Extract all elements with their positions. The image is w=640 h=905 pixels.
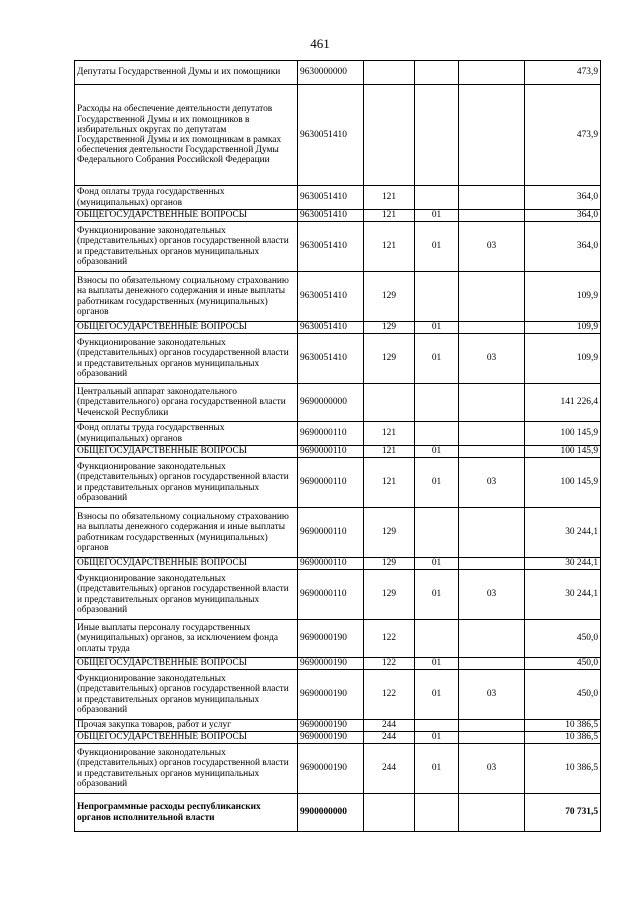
row-subsection-cell bbox=[459, 558, 525, 570]
row-code-cell: 9690000190 bbox=[298, 744, 364, 794]
row-expense-type-cell bbox=[364, 384, 415, 422]
table-row bbox=[75, 186, 601, 210]
row-amount-cell: 109,9 bbox=[525, 272, 601, 322]
row-subsection-cell bbox=[459, 658, 525, 670]
row-expense-type-cell: 129 bbox=[364, 322, 415, 334]
row-code-cell: 9690000190 bbox=[298, 658, 364, 670]
row-amount-cell: 100 145,9 bbox=[525, 458, 601, 508]
row-code-cell: 9690000000 bbox=[298, 384, 364, 422]
row-name-cell: Функционирование законодательных (представительных) органов государственной власти и представительных органов муниципальных образований bbox=[75, 670, 298, 720]
row-name-cell: Иные выплаты персоналу государственных (муниципальных) органов, за исключением фонда оплаты труда bbox=[75, 620, 298, 658]
row-subsection-cell: 03 bbox=[459, 222, 525, 272]
row-amount-cell: 364,0 bbox=[525, 210, 601, 222]
page-number: 461 bbox=[310, 36, 330, 51]
table-row bbox=[75, 670, 601, 720]
row-amount-cell: 109,9 bbox=[525, 322, 601, 334]
row-name-cell: ОБЩЕГОСУДАРСТВЕННЫЕ ВОПРОСЫ bbox=[75, 732, 298, 744]
row-section-cell bbox=[415, 620, 459, 658]
row-name-cell: Функционирование законодательных (представительных) органов государственной власти и представительных органов муниципальных образований bbox=[75, 458, 298, 508]
row-section-cell bbox=[415, 384, 459, 422]
row-section-cell bbox=[415, 272, 459, 322]
row-section-cell: 01 bbox=[415, 446, 459, 458]
table-row bbox=[75, 446, 601, 458]
row-code-cell: 9690000110 bbox=[298, 458, 364, 508]
row-amount-cell: 473,9 bbox=[525, 61, 601, 85]
row-amount-cell: 10 386,5 bbox=[525, 744, 601, 794]
row-code-cell: 9630051410 bbox=[298, 186, 364, 210]
row-section-cell bbox=[415, 61, 459, 85]
table-row bbox=[75, 720, 601, 732]
row-section-cell bbox=[415, 85, 459, 186]
row-expense-type-cell: 244 bbox=[364, 732, 415, 744]
table-row bbox=[75, 322, 601, 334]
row-code-cell: 9630051410 bbox=[298, 334, 364, 384]
row-name-cell: Взносы по обязательному социальному страхованию на выплаты денежного содержания и иные выплаты работникам государственных (муниципальных) органов bbox=[75, 508, 298, 558]
table-row bbox=[75, 732, 601, 744]
table-row bbox=[75, 794, 601, 832]
row-amount-cell: 450,0 bbox=[525, 620, 601, 658]
row-amount-cell: 30 244,1 bbox=[525, 570, 601, 620]
row-code-cell: 9630000000 bbox=[298, 61, 364, 85]
row-expense-type-cell: 129 bbox=[364, 508, 415, 558]
row-name-cell: Депутаты Государственной Думы и их помощники bbox=[75, 61, 298, 85]
table-row bbox=[75, 558, 601, 570]
row-code-cell: 9690000110 bbox=[298, 422, 364, 446]
row-name-cell: Центральный аппарат законодательного (представительного) органа государственной власти Чеченской Республики bbox=[75, 384, 298, 422]
row-code-cell: 9900000000 bbox=[298, 794, 364, 832]
row-expense-type-cell: 122 bbox=[364, 658, 415, 670]
row-name-cell: ОБЩЕГОСУДАРСТВЕННЫЕ ВОПРОСЫ bbox=[75, 446, 298, 458]
row-subsection-cell: 03 bbox=[459, 570, 525, 620]
table-row bbox=[75, 458, 601, 508]
table-row bbox=[75, 210, 601, 222]
row-expense-type-cell: 122 bbox=[364, 670, 415, 720]
row-expense-type-cell: 129 bbox=[364, 334, 415, 384]
row-expense-type-cell bbox=[364, 61, 415, 85]
row-subsection-cell: 03 bbox=[459, 334, 525, 384]
row-amount-cell: 100 145,9 bbox=[525, 446, 601, 458]
row-code-cell: 9630051410 bbox=[298, 272, 364, 322]
row-subsection-cell bbox=[459, 272, 525, 322]
row-name-cell: Прочая закупка товаров, работ и услуг bbox=[75, 720, 298, 732]
row-amount-cell: 10 386,5 bbox=[525, 720, 601, 732]
row-section-cell: 01 bbox=[415, 744, 459, 794]
row-name-cell: ОБЩЕГОСУДАРСТВЕННЫЕ ВОПРОСЫ bbox=[75, 322, 298, 334]
row-amount-cell: 100 145,9 bbox=[525, 422, 601, 446]
row-subsection-cell bbox=[459, 210, 525, 222]
row-subsection-cell bbox=[459, 61, 525, 85]
row-subsection-cell: 03 bbox=[459, 458, 525, 508]
row-expense-type-cell: 129 bbox=[364, 570, 415, 620]
row-section-cell bbox=[415, 186, 459, 210]
row-subsection-cell bbox=[459, 794, 525, 832]
table-row bbox=[75, 85, 601, 186]
row-subsection-cell bbox=[459, 85, 525, 186]
row-section-cell: 01 bbox=[415, 458, 459, 508]
row-subsection-cell bbox=[459, 322, 525, 334]
row-name-cell: ОБЩЕГОСУДАРСТВЕННЫЕ ВОПРОСЫ bbox=[75, 658, 298, 670]
row-section-cell: 01 bbox=[415, 558, 459, 570]
row-subsection-cell: 03 bbox=[459, 670, 525, 720]
row-code-cell: 9690000190 bbox=[298, 732, 364, 744]
row-name-cell: ОБЩЕГОСУДАРСТВЕННЫЕ ВОПРОСЫ bbox=[75, 210, 298, 222]
row-name-cell: Функционирование законодательных (представительных) органов государственной власти и представительных органов муниципальных образований bbox=[75, 334, 298, 384]
table-row bbox=[75, 272, 601, 322]
row-amount-cell: 30 244,1 bbox=[525, 508, 601, 558]
row-code-cell: 9690000190 bbox=[298, 670, 364, 720]
row-name-cell: Расходы на обеспечение деятельности депутатов Государственной Думы и их помощников в избирательных округах по депутатам Государственной Думы и их помощникам в рамках обеспечения деятельности Государственной Думы Федерального Собрания Российской Федерации bbox=[75, 85, 298, 186]
row-expense-type-cell bbox=[364, 85, 415, 186]
row-section-cell bbox=[415, 794, 459, 832]
row-section-cell: 01 bbox=[415, 670, 459, 720]
table-row bbox=[75, 384, 601, 422]
row-expense-type-cell: 121 bbox=[364, 186, 415, 210]
row-amount-cell: 364,0 bbox=[525, 186, 601, 210]
row-name-cell: ОБЩЕГОСУДАРСТВЕННЫЕ ВОПРОСЫ bbox=[75, 558, 298, 570]
row-expense-type-cell: 121 bbox=[364, 446, 415, 458]
row-code-cell: 9690000110 bbox=[298, 446, 364, 458]
row-code-cell: 9690000190 bbox=[298, 620, 364, 658]
row-expense-type-cell: 244 bbox=[364, 744, 415, 794]
row-amount-cell: 450,0 bbox=[525, 670, 601, 720]
row-section-cell bbox=[415, 720, 459, 732]
table-row bbox=[75, 334, 601, 384]
row-code-cell: 9630051410 bbox=[298, 210, 364, 222]
row-code-cell: 9630051410 bbox=[298, 322, 364, 334]
row-code-cell: 9690000110 bbox=[298, 508, 364, 558]
row-code-cell: 9690000110 bbox=[298, 570, 364, 620]
row-expense-type-cell: 122 bbox=[364, 620, 415, 658]
row-section-cell: 01 bbox=[415, 322, 459, 334]
row-section-cell bbox=[415, 422, 459, 446]
row-name-cell: Функционирование законодательных (представительных) органов государственной власти и представительных органов муниципальных образований bbox=[75, 222, 298, 272]
row-expense-type-cell: 129 bbox=[364, 558, 415, 570]
row-expense-type-cell: 129 bbox=[364, 272, 415, 322]
row-expense-type-cell: 121 bbox=[364, 210, 415, 222]
row-amount-cell: 30 244,1 bbox=[525, 558, 601, 570]
table-row bbox=[75, 61, 601, 85]
row-subsection-cell bbox=[459, 446, 525, 458]
row-section-cell: 01 bbox=[415, 658, 459, 670]
row-expense-type-cell: 121 bbox=[364, 422, 415, 446]
row-name-cell: Фонд оплаты труда государственных (муниципальных) органов bbox=[75, 186, 298, 210]
row-section-cell: 01 bbox=[415, 334, 459, 384]
row-section-cell: 01 bbox=[415, 732, 459, 744]
row-code-cell: 9690000110 bbox=[298, 558, 364, 570]
row-amount-cell: 10 386,5 bbox=[525, 732, 601, 744]
row-section-cell: 01 bbox=[415, 570, 459, 620]
table-row bbox=[75, 570, 601, 620]
row-amount-cell: 109,9 bbox=[525, 334, 601, 384]
row-subsection-cell bbox=[459, 384, 525, 422]
budget-table bbox=[74, 60, 601, 832]
budget-table-body bbox=[75, 61, 601, 832]
row-code-cell: 9630051410 bbox=[298, 222, 364, 272]
row-section-cell: 01 bbox=[415, 210, 459, 222]
row-expense-type-cell: 121 bbox=[364, 222, 415, 272]
table-row bbox=[75, 508, 601, 558]
row-name-cell: Функционирование законодательных (представительных) органов государственной власти и представительных органов муниципальных образований bbox=[75, 570, 298, 620]
row-section-cell: 01 bbox=[415, 222, 459, 272]
row-expense-type-cell: 121 bbox=[364, 458, 415, 508]
row-subsection-cell bbox=[459, 720, 525, 732]
table-row bbox=[75, 422, 601, 446]
row-subsection-cell bbox=[459, 422, 525, 446]
row-name-cell: Фонд оплаты труда государственных (муниципальных) органов bbox=[75, 422, 298, 446]
row-amount-cell: 70 731,5 bbox=[525, 794, 601, 832]
row-code-cell: 9690000190 bbox=[298, 720, 364, 732]
row-amount-cell: 450,0 bbox=[525, 658, 601, 670]
row-section-cell bbox=[415, 508, 459, 558]
row-amount-cell: 473,9 bbox=[525, 85, 601, 186]
row-subsection-cell: 03 bbox=[459, 744, 525, 794]
row-amount-cell: 141 226,4 bbox=[525, 384, 601, 422]
row-subsection-cell bbox=[459, 186, 525, 210]
table-row bbox=[75, 658, 601, 670]
row-subsection-cell bbox=[459, 732, 525, 744]
row-name-cell: Непрограммные расходы республиканских органов исполнительной власти bbox=[75, 794, 298, 832]
table-row bbox=[75, 620, 601, 658]
row-expense-type-cell bbox=[364, 794, 415, 832]
row-name-cell: Взносы по обязательному социальному страхованию на выплаты денежного содержания и иные выплаты работникам государственных (муниципальных) органов bbox=[75, 272, 298, 322]
row-amount-cell: 364,0 bbox=[525, 222, 601, 272]
row-subsection-cell bbox=[459, 620, 525, 658]
row-code-cell: 9630051410 bbox=[298, 85, 364, 186]
row-subsection-cell bbox=[459, 508, 525, 558]
row-name-cell: Функционирование законодательных (представительных) органов государственной власти и представительных органов муниципальных образований bbox=[75, 744, 298, 794]
row-expense-type-cell: 244 bbox=[364, 720, 415, 732]
table-row bbox=[75, 744, 601, 794]
table-row bbox=[75, 222, 601, 272]
